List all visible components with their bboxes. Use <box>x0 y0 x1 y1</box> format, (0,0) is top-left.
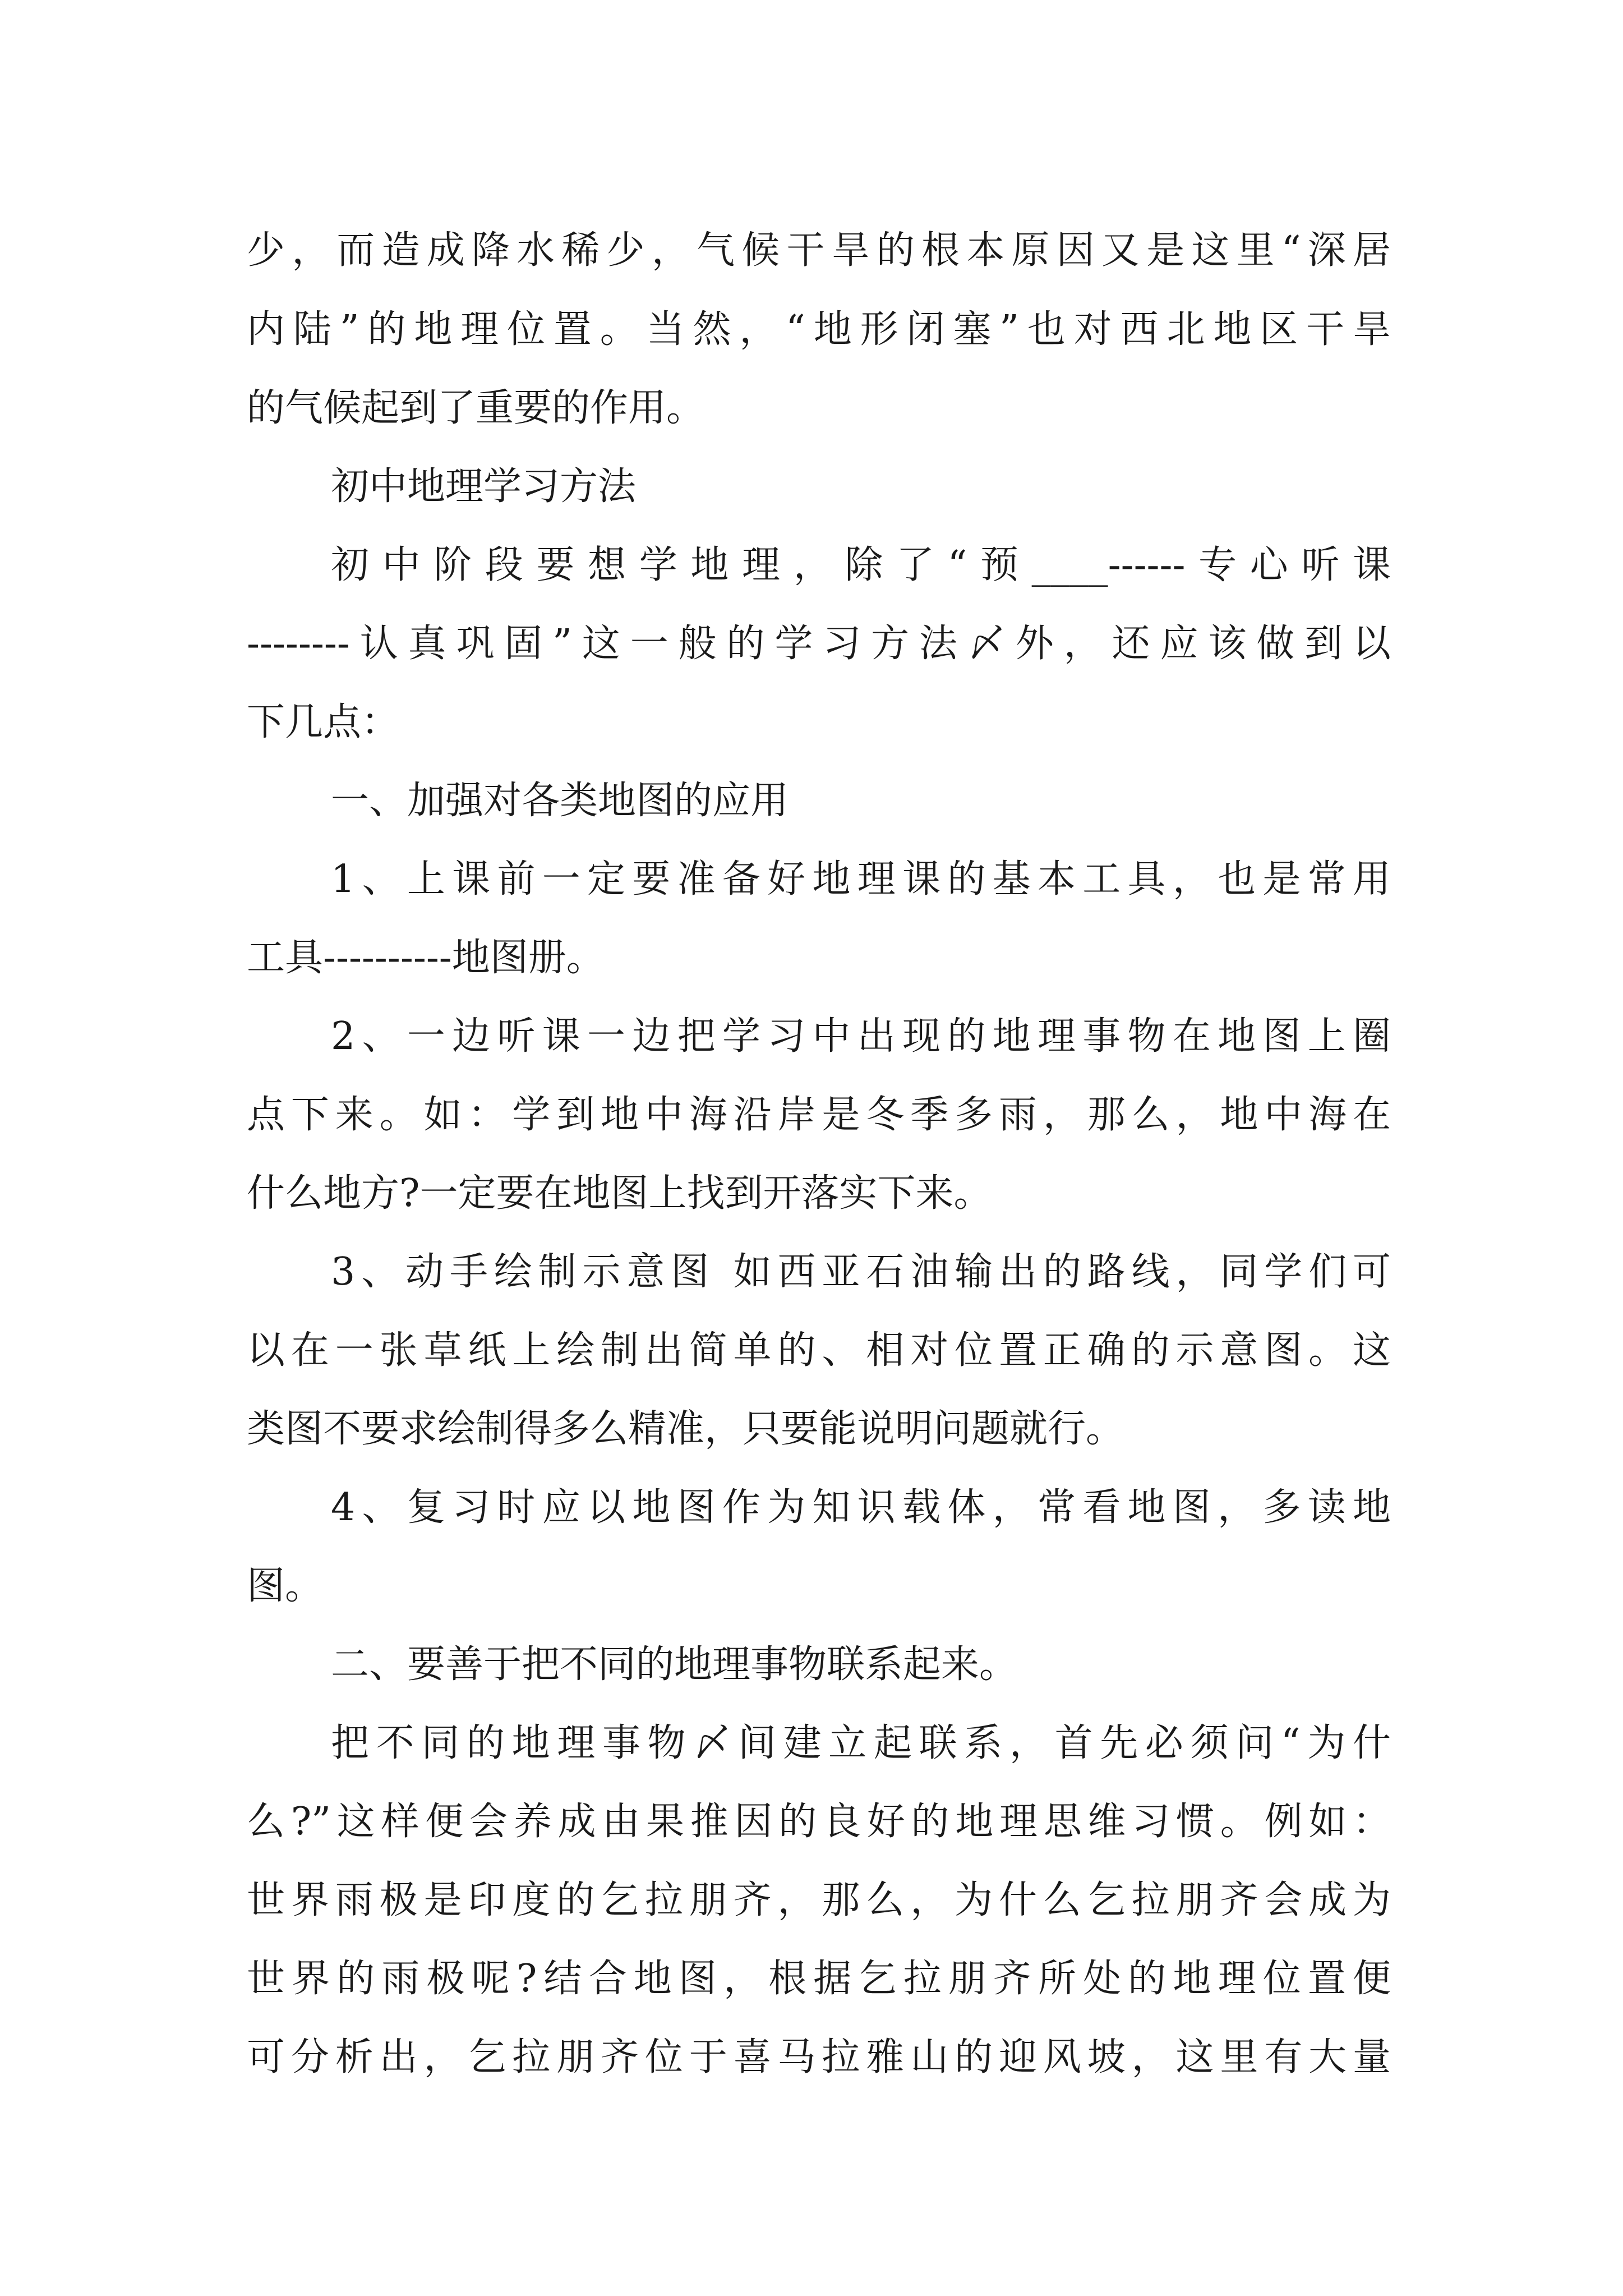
text-line: 2、一边听课一边把学习中出现的地理事物在地图上圈 <box>331 1014 1391 1059</box>
text-line: 什么地方?一定要在地图上找到开落实下来。 <box>247 1171 992 1216</box>
text-line: 把不同的地理事物〆间建立起联系，首先必须问“为什 <box>331 1721 1391 1765</box>
text-line: 1、上课前一定要准备好地理课的基本工具，也是常用 <box>331 857 1391 901</box>
text-line: 世界的雨极呢?结合地图，根据乞拉朋齐所处的地理位置便 <box>247 1957 1391 2001</box>
text-line: 世界雨极是印度的乞拉朋齐，那么，为什么乞拉朋齐会成为 <box>247 1878 1391 1922</box>
text-line: 初中阶段要想学地理，除了“预____------专心听课 <box>331 543 1391 587</box>
text-line: 图。 <box>247 1564 324 1608</box>
text-line: 以在一张草纸上绘制出简单的、相对位置正确的示意图。这 <box>247 1328 1391 1373</box>
text-line: 3、动手绘制示意图 如西亚石油输出的路线，同学们可 <box>331 1250 1391 1294</box>
text-line: 类图不要求绘制得多么精准，只要能说明问题就行。 <box>247 1407 1124 1451</box>
text-line: 4、复习时应以地图作为知识载体，常看地图，多读地 <box>331 1485 1391 1530</box>
text-line: 少，而造成降水稀少，气候干旱的根本原因又是这里“深居 <box>247 228 1391 273</box>
text-line: 内陆”的地理位置。当然，“地形闭塞”也对西北地区干旱 <box>247 307 1391 352</box>
text-line: 可分析出，乞拉朋齐位于喜马拉雅山的迎风坡，这里有大量 <box>247 2035 1391 2079</box>
text-line: 点下来。如：学到地中海沿岸是冬季多雨，那么，地中海在 <box>247 1093 1391 1137</box>
section-heading: 初中地理学习方法 <box>331 464 637 509</box>
text-line: 的气候起到了重要的作用。 <box>247 386 705 430</box>
text-line: --------认真巩固”这一般的学习方法〆外，还应该做到以 <box>247 622 1391 666</box>
subsection-heading: 二、要善于把不同的地理事物联系起来。 <box>331 1642 1018 1687</box>
subsection-heading: 一、加强对各类地图的应用 <box>331 779 789 823</box>
text-line: 下几点： <box>247 700 400 744</box>
text-line: 么?”这样便会养成由果推因的良好的地理思维习惯。例如： <box>247 1800 1391 1844</box>
text-line: 工具----------地图册。 <box>247 936 605 980</box>
